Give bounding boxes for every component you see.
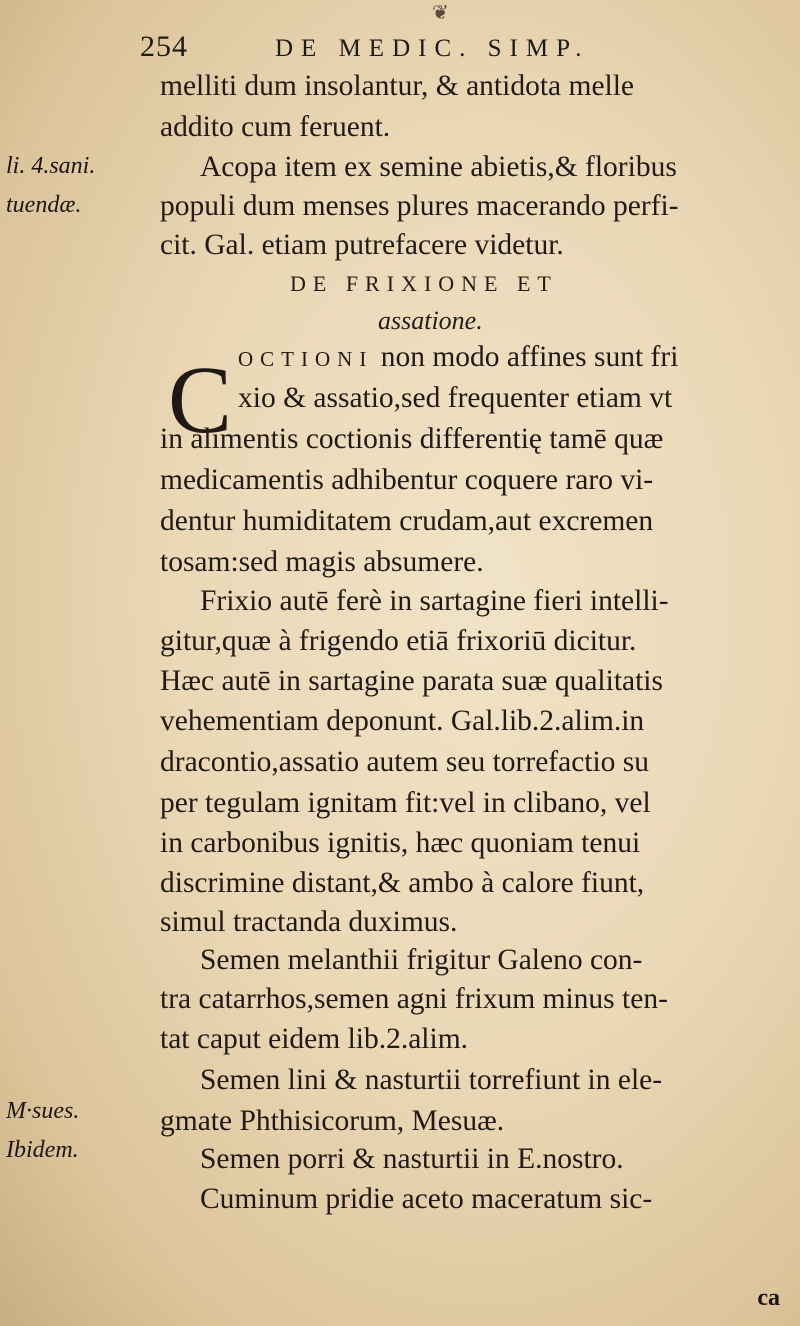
text-line: discrimine distant,& ambo à calore fiunt,: [160, 867, 645, 899]
text-line: gmate Phthisicorum, Mesuæ.: [160, 1105, 505, 1137]
text-line: dentur humiditatem crudam,aut excremen: [160, 505, 654, 537]
top-ornament: ❦: [432, 2, 449, 24]
text-line: in alimentis coctionis differentię tamē quæ: [160, 423, 664, 455]
text-line: addito cum feruent.: [160, 111, 391, 143]
running-header: [140, 30, 589, 64]
text-line: tra catarrhos,semen agni frixum minus ten-: [160, 983, 668, 1015]
text-line: simul tractanda duximus.: [160, 906, 458, 938]
text-line: in carbonibus ignitis, hæc quoniam tenui: [160, 827, 641, 859]
text-line: Hæc autē in sartagine parata suæ qualitatis: [160, 665, 663, 697]
lead-word: OCTIONI: [238, 347, 374, 371]
section-title: DE FRIXIONE ET: [290, 271, 558, 296]
text-line: Frixio autē ferè in sartagine fieri intelli-: [200, 585, 669, 617]
text-line: OCTIONI non modo affines sunt fri: [238, 341, 679, 373]
text-line: tosam:sed magis absumere.: [160, 546, 484, 578]
text-line: Cuminum pridie aceto maceratum sic-: [200, 1183, 653, 1215]
text-line: Acopa item ex semine abietis,& floribus: [200, 151, 677, 183]
text-line: xio & assatio,sed frequenter etiam vt: [238, 382, 673, 414]
text-line: per tegulam ignitam fit:vel in clibano, vel: [160, 787, 651, 819]
margin-note: li. 4.sani.: [6, 153, 96, 179]
text-line: Semen lini & nasturtii torrefiunt in ele-: [200, 1064, 663, 1096]
margin-note: Ibidem.: [6, 1137, 79, 1163]
section-subtitle: assatione.: [378, 306, 483, 335]
text-line: cit. Gal. etiam putrefacere videtur.: [160, 229, 564, 261]
catchword: ca: [757, 1285, 780, 1311]
text-line: gitur,quæ à frigendo etiā frixoriū dicitur.: [160, 625, 637, 657]
page-number: 254: [140, 30, 188, 63]
text-line: populi dum menses plures macerando perfi-: [160, 190, 679, 222]
text-line: Semen porri & nasturtii in E.nostro.: [200, 1143, 624, 1175]
margin-note: tuendæ.: [6, 192, 82, 218]
text-line: tat caput eidem lib.2.alim.: [160, 1023, 469, 1055]
text-line: medicamentis adhibentur coquere raro vi-: [160, 464, 654, 496]
drop-cap: C: [168, 346, 233, 453]
text-line: dracontio,assatio autem seu torrefactio su: [160, 746, 650, 778]
text-line: melliti dum insolantur, & antidota melle: [160, 70, 635, 102]
running-title: DE MEDIC. SIMP.: [275, 35, 590, 62]
margin-note: M·sues.: [6, 1098, 80, 1124]
text-line: Semen melanthii frigitur Galeno con-: [200, 944, 643, 976]
text-line: vehementiam deponunt. Gal.lib.2.alim.in: [160, 705, 645, 737]
